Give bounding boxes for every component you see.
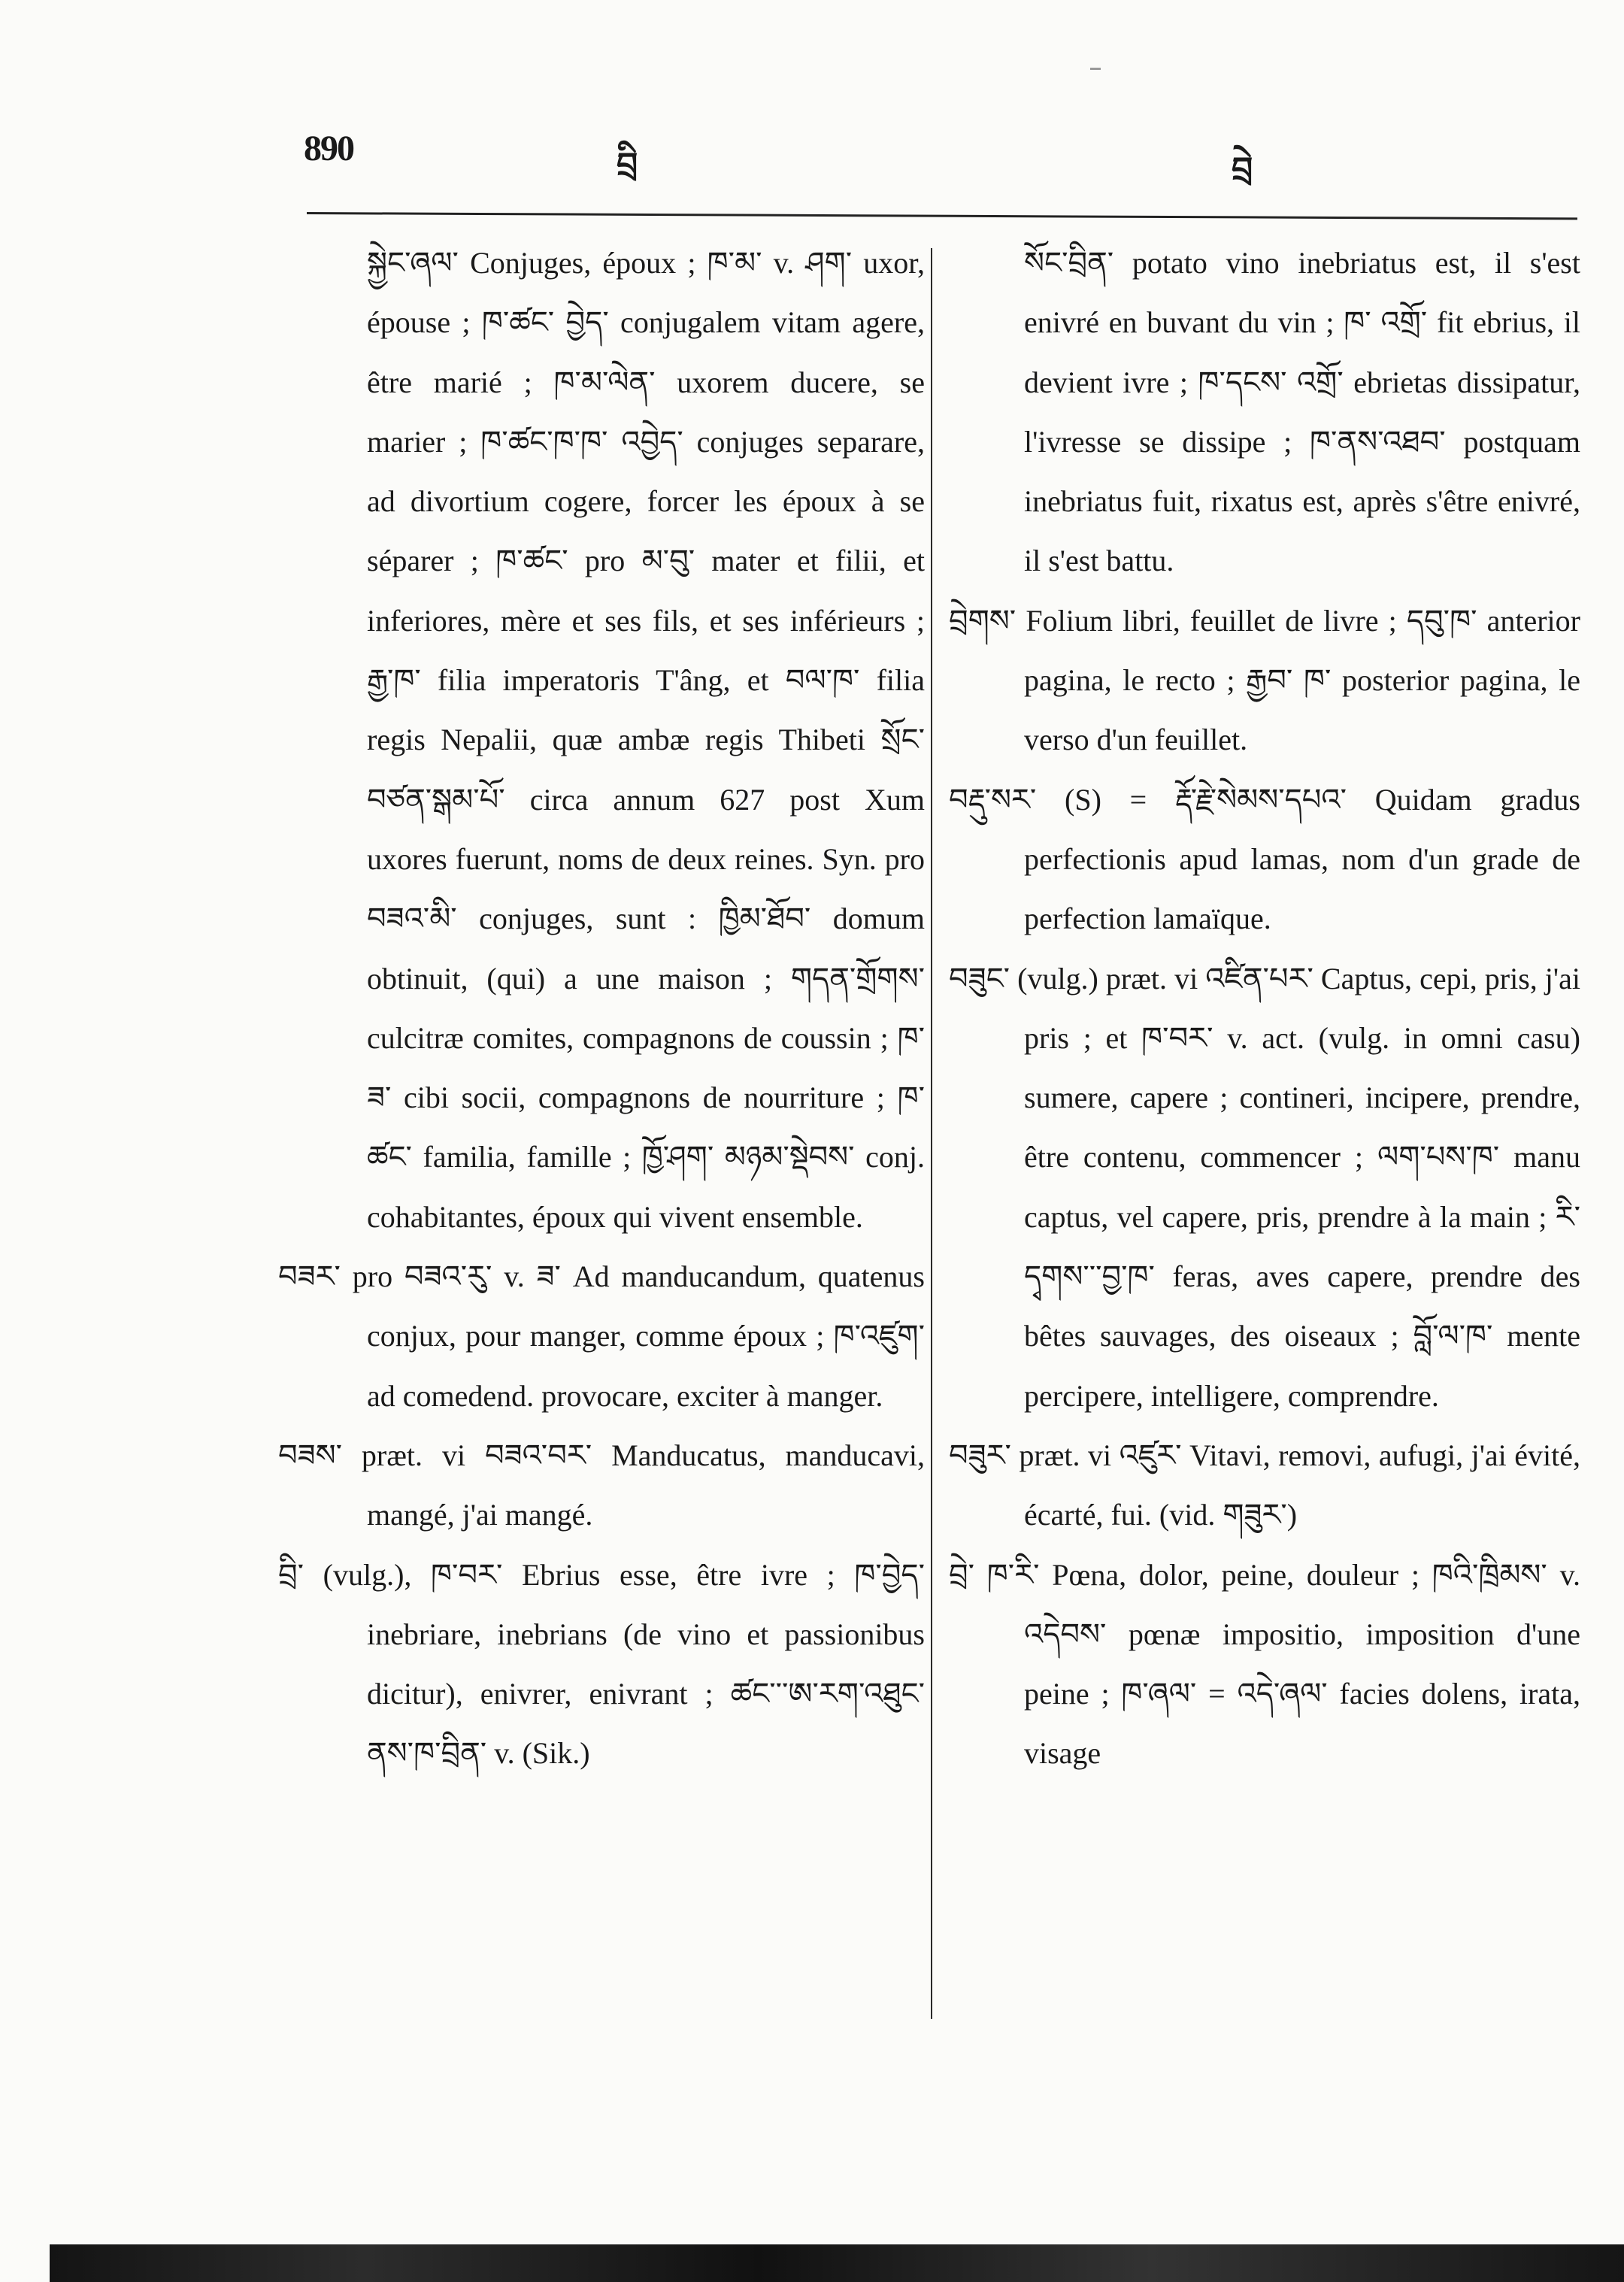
- scan-edge-band: [50, 2244, 1624, 2282]
- dictionary-entry: བཟར་ pro བཟའ་རུ་ v. ཟ་ Ad manducandum, quatenus conjux, pour manger, comme époux ; ཁ་འཛུག་ ad comedend. provocare, exciter à manger.: [278, 1259, 925, 1413]
- page-header: [0, 119, 1624, 189]
- scan-speck: [1090, 68, 1101, 70]
- right-guide-word: བྲེ: [1232, 150, 1253, 189]
- left-column: [278, 233, 925, 1783]
- right-column: [949, 233, 1580, 1783]
- dictionary-entry: སྐྱེང་ཞལ་ Conjuges, époux ; ཁ་མ་ v. ཤག་ uxor, épouse ; ཁ་ཚང་ བྱེད་ conjugalem vitam agere, être marié ; ཁ་མ་ལེན་ uxorem ducere, se marier ; ཁ་ཚང་ཁ་ཁ་ འབྱེད་ conjuges separare, ad divortium cogere, forcer les époux à se séparer ; ཁ་ཚང་ pro མ་བུ་ mater et filii, et inferiores, mère et ses fils, et ses inférieurs ; རྒྱ་ཁ་ filia imperatoris T'âng, et བལ་ཁ་ filia regis Nepalii, quæ ambæ regis Thibeti སྲོང་བཙན་སྒམ་པོ་ circa annum 627 post Xum uxores fuerunt, noms de deux reines. Syn. pro བཟའ་མི་ conjuges, sunt : ཁྱིམ་ཐོབ་ domum obtinuit, (qui) a une maison ; གདན་གྲོགས་ culcitræ comites, compagnons de coussin ; ཁ་ཟ་ cibi socii, compagnons de nourriture ; ཁ་ཚང་ familia, famille ; ཁྱོ་ཤག་ མཉམ་སྡེབས་ conj. cohabitantes, époux qui vivent ensemble.: [367, 246, 925, 1234]
- header-rule: [307, 212, 1577, 220]
- dictionary-entry: བཟུང་ (vulg.) præt. vi འཛིན་པར་ Captus, cepi, pris, j'ai pris ; et ཁ་བར་ v. act. (vulg. in omni casu) sumere, capere ; contineri, incipere, prendre, être contenu, commencer ; ལག་པས་ཁ་ manu captus, vel capere, pris, prendre à la main ; རི་ དྭགས་་་བྱ་ཁ་ feras, aves capere, prendre des bêtes sauvages, des oiseaux ; བློ་ལ་ཁ་ mente percipere, intelligere, comprendre.: [949, 961, 1580, 1413]
- column-divider: [931, 248, 932, 2019]
- dictionary-entry: བརྡུ་སར་ (S) = རྡོ་རྗེ་སེམས་དཔའ་ Quidam gradus perfectionis apud lamas, nom d'un grade de perfection lamaïque.: [949, 782, 1580, 936]
- page-number: 890: [304, 129, 353, 168]
- dictionary-entry: བཟུར་ præt. vi འཛུར་ Vitavi, removi, aufugi, j'ai évité, écarté, fui. (vid. གཟུར་): [949, 1438, 1580, 1532]
- dictionary-entry: བྲེ་ ཁ་རི་ Pœna, dolor, peine, douleur ; ཁའི་ཁྲིམས་ v. འདེབས་ pœnæ impositio, imposition d'une peine ; ཁ་ཞལ་ = འདེ་ཞལ་ facies dolens, irata, visage: [949, 1557, 1580, 1771]
- dictionary-entry: སོང་བྲིན་ potato vino inebriatus est, il s'est enivré en buvant du vin ; ཁ་ འགྲོ་ fit ebrius, il devient ivre ; ཁ་དངས་ འགྲོ་ ebrietas dissipatur, l'ivresse se dissipe ; ཁ་ནས་འཐབ་ postquam inebriatus fuit, rixatus est, après s'être enivré, il s'est battu.: [1024, 246, 1580, 578]
- dictionary-entry: བྲི་ (vulg.), ཁ་བར་ Ebrius esse, être ivre ; ཁ་བྱེད་ inebriare, inebrians (de vino et passionibus dicitur), enivrer, enivrant ; ཚང་་་ཨ་རག་འཐུང་ནས་ཁ་བྲིན་ v. (Sik.): [278, 1557, 925, 1771]
- dictionary-entry: བཟས་ præt. vi བཟའ་བར་ Manducatus, manducavi, mangé, j'ai mangé.: [278, 1438, 925, 1532]
- left-guide-word: བྲི: [617, 146, 638, 184]
- dictionary-entry: བྲེགས་ Folium libri, feuillet de livre ; དབུ་ཁ་ anterior pagina, le recto ; རྒྱབ་ ཁ་ posterior pagina, le verso d'un feuillet.: [949, 603, 1580, 757]
